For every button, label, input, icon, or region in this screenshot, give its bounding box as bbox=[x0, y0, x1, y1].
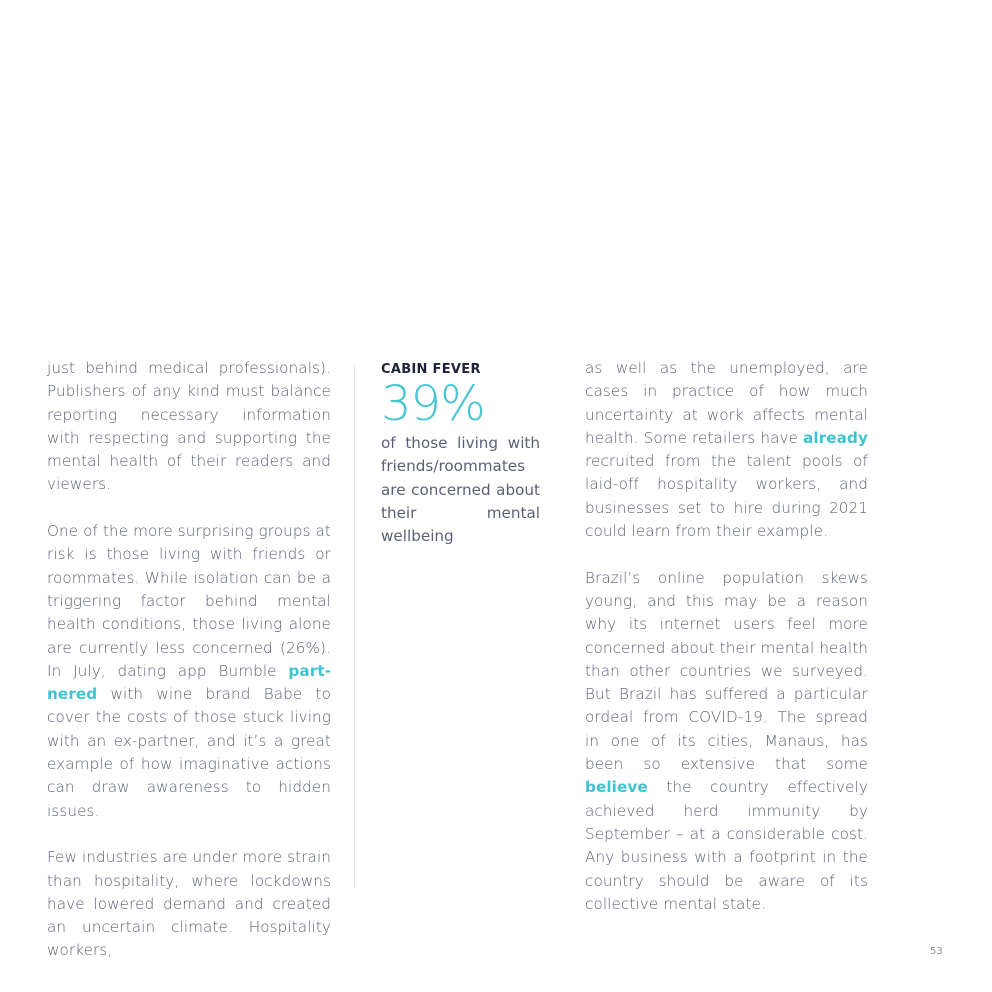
right-paragraph-1-text-before: as well as the unemployed, are cases in practice of how much uncertainty at work affects mental health. Some retailers have bbox=[585, 359, 868, 447]
left-paragraph-2-text-before: One of the more surprising groups at risk is those living with friends or roommates. While isolation can be a triggering factor behind mental health conditions, those living alone are currently less concerned (26%). In July, dating app Bumble bbox=[47, 522, 331, 680]
callout-stat: 39% bbox=[381, 376, 485, 432]
left-paragraph-3 bbox=[47, 846, 331, 962]
left-paragraph-3-text: Few industries are under more strain than hospitality, where lockdowns have lowered demand and created an uncertain climate. Hospitality workers, bbox=[47, 848, 331, 960]
already-link[interactable]: already bbox=[803, 428, 868, 447]
stat-callout bbox=[381, 361, 540, 548]
right-column bbox=[585, 357, 868, 939]
page-number: 53 bbox=[930, 946, 943, 957]
right-paragraph-1 bbox=[585, 357, 868, 543]
partnered-link[interactable]: partnered bbox=[47, 661, 331, 704]
left-paragraph-1-text: just behind medical professionals). Publishers of any kind must balance reporting necessary information with respecting and supporting the mental health of their readers and viewers. bbox=[47, 359, 331, 494]
left-paragraph-2 bbox=[47, 520, 331, 823]
right-paragraph-2-text-after: the country effectively achieved herd immunity by September – at a considerable cost. Any business with a footprint in the country should be aware of its collective mental state. bbox=[585, 778, 868, 913]
column-divider bbox=[354, 365, 355, 888]
believe-link[interactable]: believe bbox=[585, 778, 648, 797]
right-paragraph-2-text-before: Brazil’s online population skews young, and this may be a reason why its internet users feel more concerned about their mental health than other countries we surveyed. But Brazil has suffered a particular ordeal from COVID-19. The spread in one of its cities, Manaus, has been so extensive that some bbox=[585, 568, 868, 774]
callout-description: of those living with friends/roommates are concerned about their mental wellbeing bbox=[381, 434, 540, 546]
left-paragraph-1 bbox=[47, 357, 331, 497]
left-paragraph-2-text-after: with wine brand Babe to cover the costs of those stuck living with an ex-partner, and it’s a great example of how imaginative actions can draw awareness to hidden issues. bbox=[47, 685, 331, 820]
right-paragraph-2 bbox=[585, 567, 868, 916]
right-paragraph-1-text-after: recruited from the talent pools of laid-off hospitality workers, and businesses set to hire during 2021 could learn from their example. bbox=[585, 452, 868, 541]
left-column bbox=[47, 357, 331, 986]
callout-heading: CABIN FEVER bbox=[381, 362, 481, 377]
